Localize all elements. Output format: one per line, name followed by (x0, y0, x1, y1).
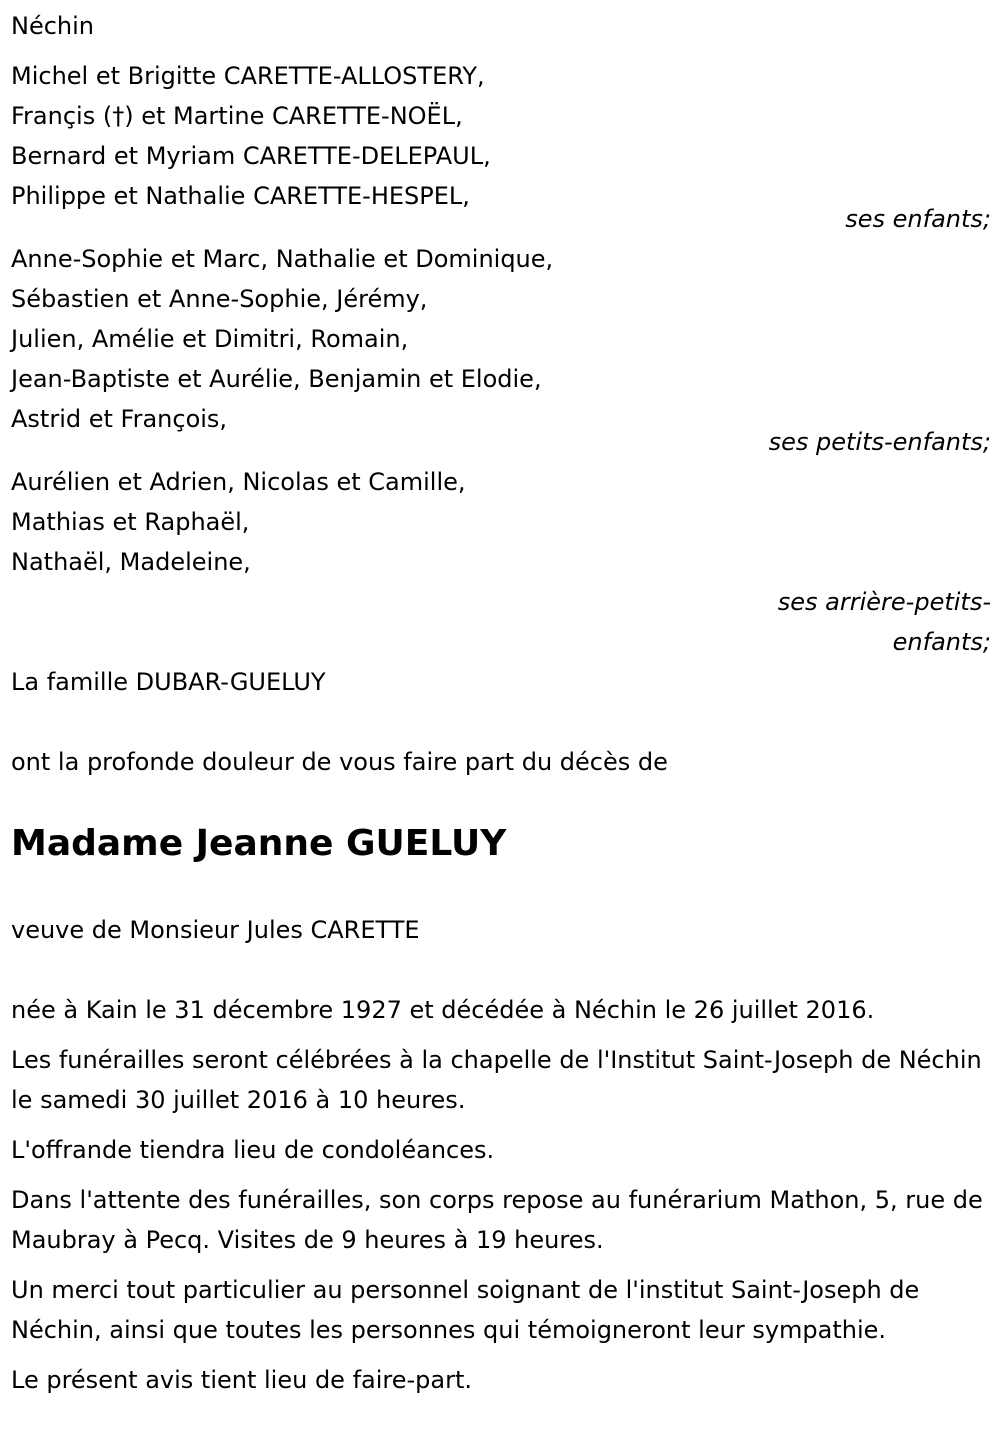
grandchildren-role: ses petits-enfants; (768, 428, 991, 456)
family-line: La famille DUBAR-GUELUY (11, 668, 326, 696)
grandchildren-line: Anne-Sophie et Marc, Nathalie et Dominique, (11, 245, 554, 273)
thanks-paragraph: Un merci tout particulier au personnel soignant de l'institut Saint-Joseph de Néchin, ainsi que toutes les personnes qui témoigneront leur sympathie. (11, 1276, 920, 1344)
birth-death-paragraph: née à Kain le 31 décembre 1927 et décédée à Néchin le 26 juillet 2016. (11, 996, 875, 1024)
children-line: Bernard et Myriam CARETTE-DELEPAUL, (11, 142, 491, 170)
obituary-notice (11, 6, 991, 1400)
place-heading: Néchin (11, 12, 95, 40)
children-role: ses enfants; (845, 205, 991, 233)
children-line: Michel et Brigitte CARETTE-ALLOSTERY, (11, 62, 485, 90)
grandchildren-block (11, 239, 991, 462)
widow-of: veuve de Monsieur Jules CARETTE (11, 916, 420, 944)
grandchildren-line: Astrid et François, (11, 405, 228, 433)
offering-paragraph: L'offrande tiendra lieu de condoléances. (11, 1136, 495, 1164)
great-grandchildren-line: Nathaël, Madeleine, (11, 548, 251, 576)
details-block (11, 990, 991, 1400)
children-line: Françis (†) et Martine CARETTE-NOËL, (11, 102, 463, 130)
announcement: ont la profonde douleur de vous faire part du décès de (11, 748, 668, 776)
great-grandchildren-role-cont: enfants; (892, 628, 991, 656)
deceased-name: Madame Jeanne GUELUY (11, 823, 507, 864)
great-grandchildren-role: ses arrière-petits- (777, 588, 991, 616)
grandchildren-line: Jean-Baptiste et Aurélie, Benjamin et Elodie, (11, 365, 542, 393)
grandchildren-line: Sébastien et Anne-Sophie, Jérémy, (11, 285, 428, 313)
great-grandchildren-block (11, 462, 991, 662)
viewing-paragraph: Dans l'attente des funérailles, son corps repose au funérarium Mathon, 5, rue de Maubray à Pecq. Visites de 9 heures à 19 heures. (11, 1186, 983, 1254)
great-grandchildren-line: Aurélien et Adrien, Nicolas et Camille, (11, 468, 466, 496)
great-grandchildren-line: Mathias et Raphaël, (11, 508, 250, 536)
funeral-paragraph: Les funérailles seront célébrées à la chapelle de l'Institut Saint-Joseph de Néchin le samedi 30 juillet 2016 à 10 heures. (11, 1046, 982, 1114)
notice-paragraph: Le présent avis tient lieu de faire-part. (11, 1366, 473, 1394)
children-block (11, 56, 991, 239)
grandchildren-line: Julien, Amélie et Dimitri, Romain, (11, 325, 409, 353)
children-line: Philippe et Nathalie CARETTE-HESPEL, (11, 182, 470, 210)
